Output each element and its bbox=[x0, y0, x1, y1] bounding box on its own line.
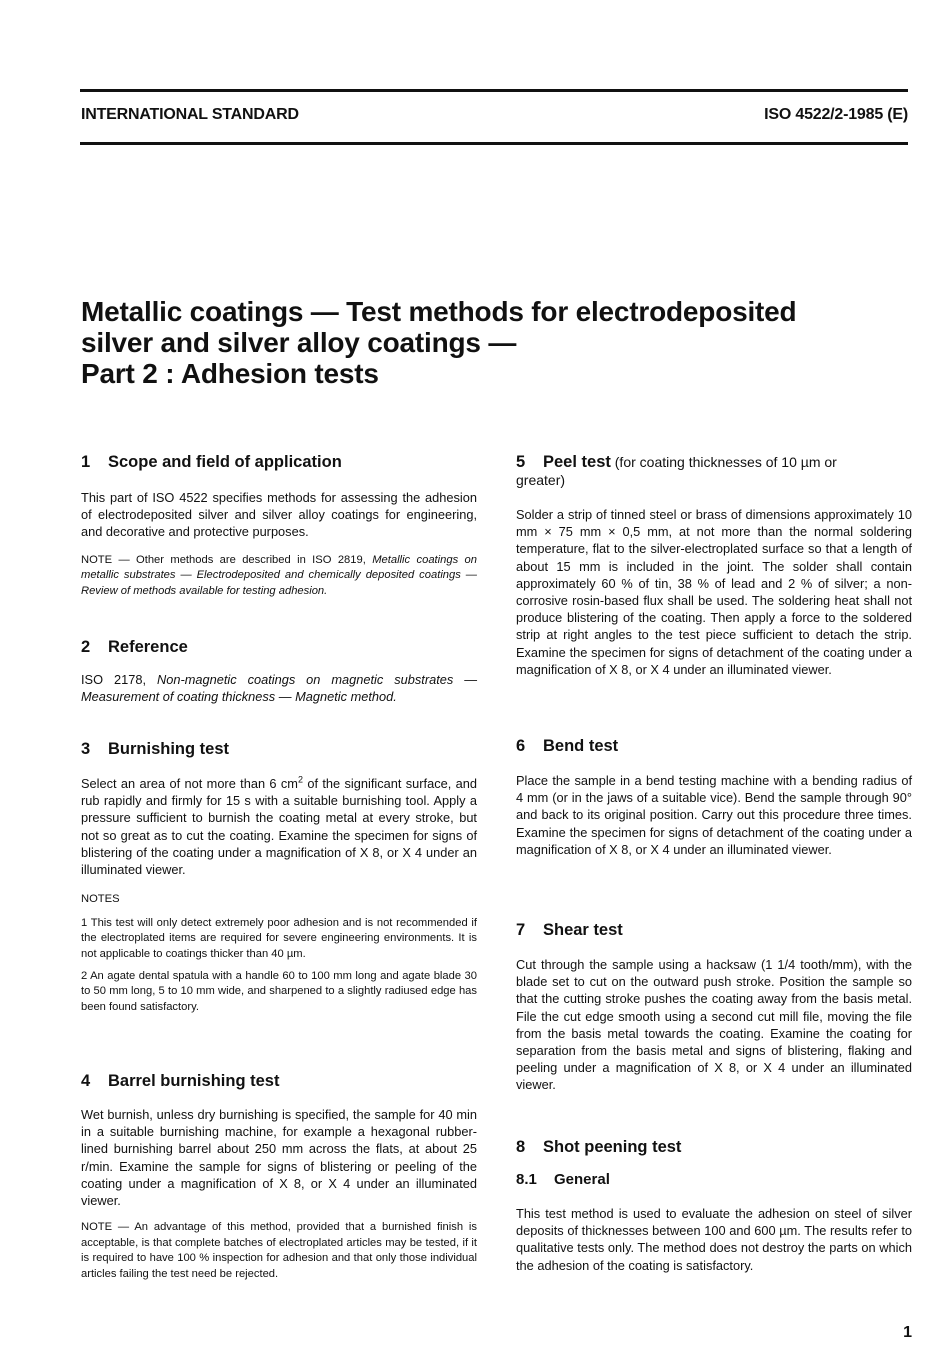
header-bottom-rule bbox=[80, 142, 908, 145]
section-2 bbox=[81, 637, 477, 705]
note-text: NOTE — Other methods are described in ISO 2819, bbox=[81, 553, 373, 566]
title-line-1: Metallic coatings — Test methods for electrodeposited bbox=[81, 296, 797, 327]
section-1-note bbox=[81, 553, 477, 600]
section-title-qualifier-cont: greater) bbox=[516, 472, 566, 488]
section-number: 8 bbox=[516, 1138, 526, 1156]
section-title: Burnishing test bbox=[108, 740, 230, 758]
section-8 bbox=[516, 1137, 912, 1274]
subsection-number: 8.1 bbox=[516, 1171, 537, 1188]
page-number: 1 bbox=[903, 1324, 912, 1341]
body-text: Select an area of not more than 6 cm bbox=[81, 776, 298, 791]
section-5-heading bbox=[516, 452, 912, 472]
section-5 bbox=[516, 452, 912, 678]
section-title: Scope and field of application bbox=[108, 453, 342, 471]
header-document-id: ISO 4522/2-1985 (E) bbox=[764, 106, 908, 123]
section-number: 3 bbox=[81, 740, 91, 758]
title-line-3: Part 2 : Adhesion tests bbox=[81, 358, 379, 389]
section-number: 4 bbox=[81, 1072, 91, 1090]
section-8-1-heading bbox=[516, 1170, 912, 1190]
reference-title: Non-magnetic coatings on magnetic substrates — Measurement of coating thickness — Magnetic method. bbox=[81, 672, 478, 705]
section-title: Shot peening test bbox=[543, 1138, 682, 1156]
section-7 bbox=[516, 920, 912, 1094]
note-cited-title: Metallic coatings on metallic substrates — Electrodeposited and chemically deposited coatings — Review of methods available for testing adhesion. bbox=[81, 553, 477, 597]
superscript: 2 bbox=[297, 774, 303, 785]
section-4-heading bbox=[81, 1071, 477, 1091]
section-3-body bbox=[81, 775, 477, 878]
section-title-qualifier: (for coating thicknesses of 10 µm or bbox=[610, 454, 837, 470]
body-text: of the significant surface, and rub rapidly and firmly for 15 s with a suitable burnishing tool. Apply a pressure sufficient to burnish the coating metal at every stroke, but not so great as to cut the coating. Examine the specimen for signs of blistering of the coating under a magnification of X 8, or X 4 under an illuminated viewer. bbox=[81, 776, 478, 878]
section-title: Peel test bbox=[543, 453, 611, 471]
document-title bbox=[81, 296, 901, 389]
section-6-heading bbox=[516, 736, 912, 756]
section-8-heading bbox=[516, 1137, 912, 1157]
section-4-body: Wet burnish, unless dry burnishing is specified, the sample for 40 min in a suitable burnishing machine, for example a hexagonal rubber-lined burnishing barrel about 250 mm across the flats, at about 25 r/min. Examine the sample for signs of blistering or peeling of the coating under a magnification of X 8, or X 4 under an illuminated viewer. bbox=[81, 1107, 477, 1209]
section-number: 5 bbox=[516, 453, 526, 471]
section-4 bbox=[81, 1071, 477, 1283]
section-7-heading bbox=[516, 920, 912, 940]
section-2-reference bbox=[81, 671, 477, 705]
section-6 bbox=[516, 736, 912, 858]
header-standard-label: INTERNATIONAL STANDARD bbox=[81, 106, 299, 123]
section-3-note-1: 1 This test will only detect extremely poor adhesion and is not recommended if the electroplated items are required for severe engineering environments. It is not applicable to coatings thicker than 40 µm. bbox=[81, 916, 477, 960]
section-2-heading bbox=[81, 637, 477, 657]
section-title: Shear test bbox=[543, 921, 623, 939]
reference-id: ISO 2178, bbox=[81, 672, 157, 687]
section-8-1-body: This test method is used to evaluate the adhesion on steel of silver deposits of thicknesses between 100 and 600 µm. The results refer to qualitative tests only. The method does not destroy the parts on which the adhesion of the coating is satisfactory. bbox=[516, 1206, 912, 1273]
section-3-note-2: 2 An agate dental spatula with a handle 60 to 100 mm long and agate blade 30 to 50 mm long, 5 to 10 mm wide, and sharpened to a slightly radiused edge has been found satisfactory. bbox=[81, 969, 477, 1013]
section-title: Barrel burnishing test bbox=[108, 1072, 280, 1090]
section-title: Bend test bbox=[543, 737, 619, 755]
section-number: 6 bbox=[516, 737, 526, 755]
section-5-body: Solder a strip of tinned steel or brass of dimensions approximately 10 mm × 75 mm × 0,5 mm, at not more than the normal soldering temperature, flat to the silver-electroplated surface so that a length of about 15 mm is included in the joint. The solder shall contain approximately 60 % of tin, 38 % of lead and 2 % of silver; a non-corrosive rosin-based flux shall be used. The soldering heat shall not produce blistering of the coating. Then apply a force to the soldered strip at right angles to the test piece sufficient to detach the strip. Examine the specimen for signs of detachment of the coating under a magnification of X 8, or X 4 under an illuminated viewer. bbox=[516, 507, 912, 677]
header-top-rule bbox=[80, 89, 908, 92]
section-7-body: Cut through the sample using a hacksaw (1 1/4 tooth/mm), with the blade set to cut on the outward push stroke. Position the sample so that the cutting stroke pushes the coating away from the basis metal. File the cut edge smooth using a second cut mill file, moving the file from the basis metal towards the coating. Examine the coating for separation from the basis metal and signs of blistering, flaking and peeling under a magnification of X 8, or X 4 under an illuminated viewer. bbox=[516, 957, 912, 1093]
section-1-heading bbox=[81, 452, 477, 472]
section-number: 7 bbox=[516, 921, 526, 939]
section-title: Reference bbox=[108, 638, 188, 656]
section-1-body: This part of ISO 4522 specifies methods for assessing the adhesion of electrodeposited silver and silver alloy coatings for engineering, and decorative and protective purposes. bbox=[81, 490, 477, 540]
section-number: 1 bbox=[81, 453, 91, 471]
section-3-heading bbox=[81, 739, 477, 759]
section-number: 2 bbox=[81, 638, 91, 656]
section-1 bbox=[81, 452, 477, 599]
notes-label: NOTES bbox=[81, 893, 120, 906]
subsection-title: General bbox=[554, 1171, 610, 1188]
title-line-2: silver and silver alloy coatings — bbox=[81, 327, 517, 358]
section-4-note: NOTE — An advantage of this method, provided that a burnished finish is acceptable, is that complete batches of electroplated articles may be tested, if it is required to have 100 % inspection for adhesion and that only those individual articles failing the test need be rejected. bbox=[81, 1221, 477, 1280]
section-6-body: Place the sample in a bend testing machine with a bending radius of 4 mm (or in the jaws of a suitable vice). Bend the sample through 90° and back to its original position. Carry out this procedure three times. Examine the specimen for signs of detachment of the coating under a magnification of X 8, or X 4 under an illuminated viewer. bbox=[516, 773, 912, 857]
section-3 bbox=[81, 739, 477, 1015]
